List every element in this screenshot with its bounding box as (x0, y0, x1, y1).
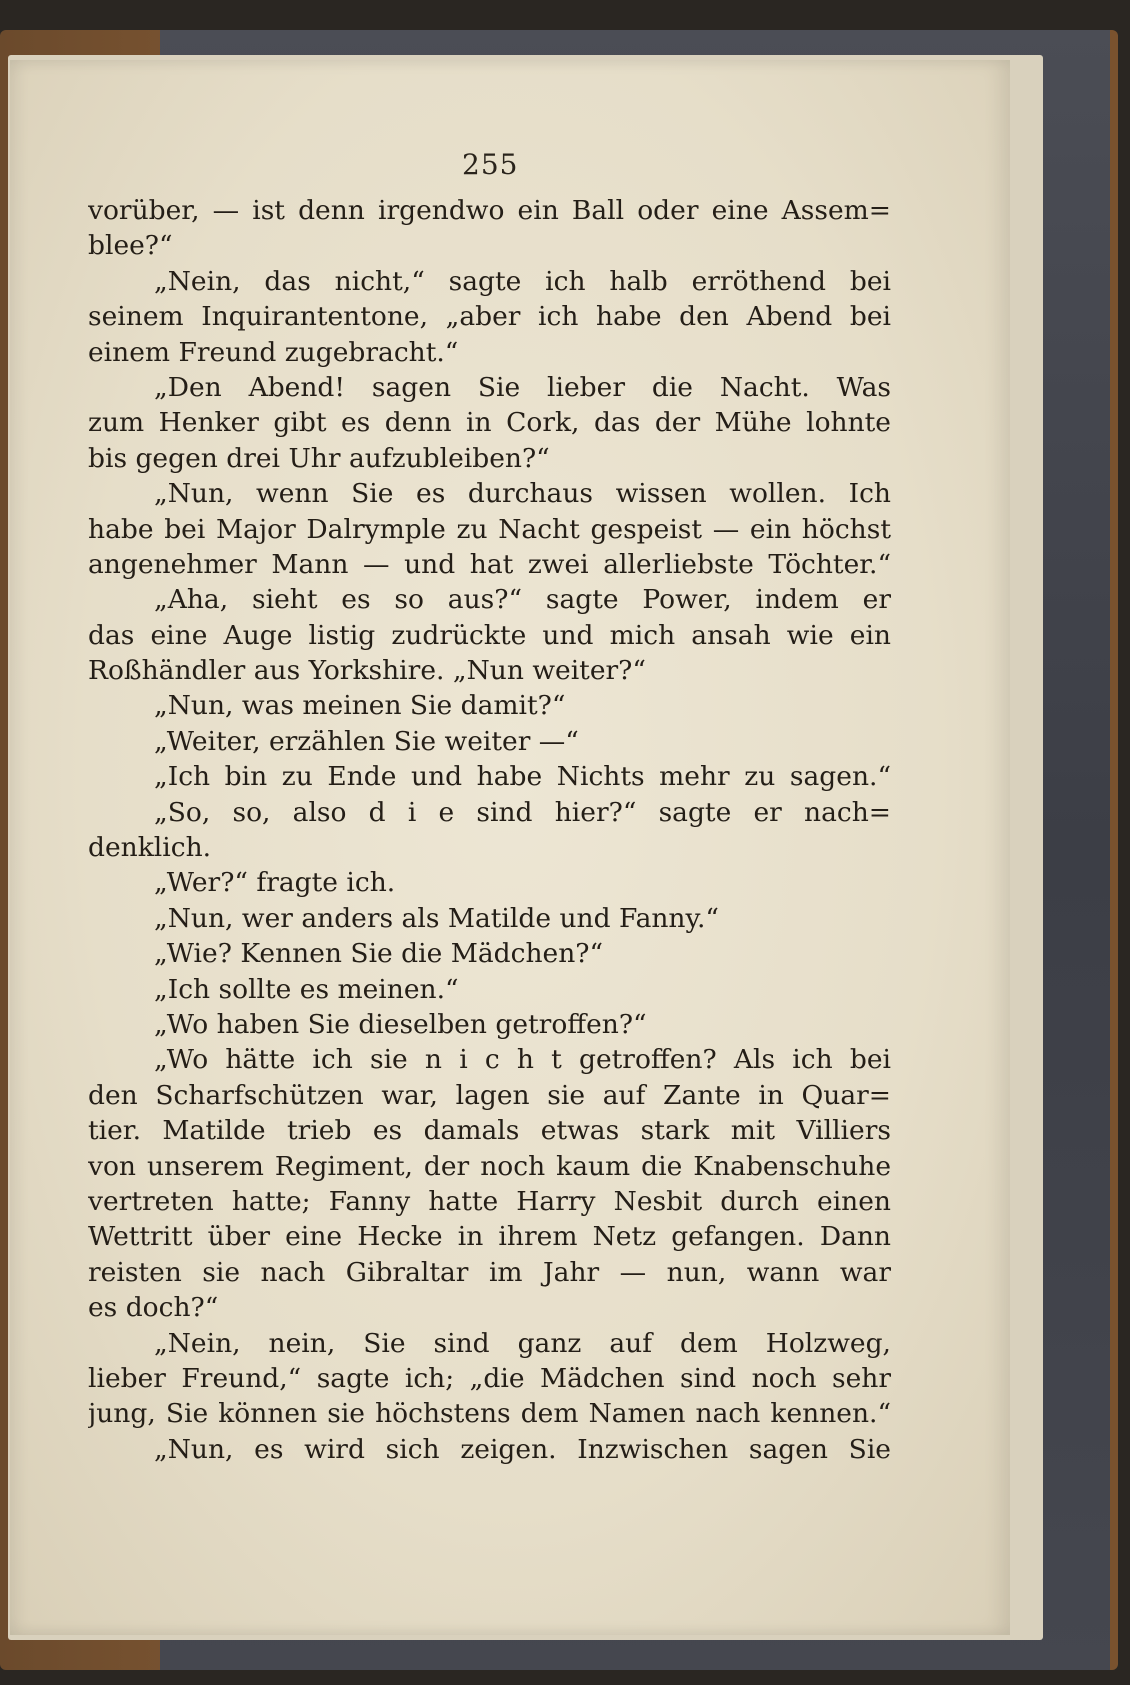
text-line: es doch?“ (88, 1292, 219, 1324)
text-line: „Weiter, erzählen Sie weiter —“ (154, 725, 579, 757)
text-line: seinem Inquirantentone, „aber ich habe den Abend bei (88, 301, 891, 333)
text-line: „Nun, was meinen Sie damit?“ (154, 690, 566, 722)
text-line: „Ich bin zu Ende und habe Nichts mehr zu sagen.“ (154, 761, 891, 793)
text-line: das eine Auge listig zudrückte und mich ansah wie ein (88, 619, 891, 651)
page-number: 255 (462, 148, 519, 181)
text-line: „Wie? Kennen Sie die Mädchen?“ (154, 938, 604, 970)
text-line: lieber Freund,“ sagte ich; „die Mädchen sind noch sehr (88, 1362, 891, 1394)
text-line: tier. Matilde trieb es damals etwas stark mit Villiers (88, 1115, 891, 1147)
text-line: habe bei Major Dalrymple zu Nacht gespeist — ein höchst (88, 513, 891, 545)
text-line: „Ich sollte es meinen.“ (154, 973, 459, 1005)
text-line: denklich. (88, 832, 212, 864)
text-line: reisten sie nach Gibraltar im Jahr — nun, wann war (88, 1256, 891, 1288)
text-line: „Wer?“ fragte ich. (154, 867, 396, 899)
text-line: „Nein, nein, Sie sind ganz auf dem Holzweg, (154, 1327, 891, 1359)
text-line: „Nun, wer anders als Matilde und Fanny.“ (154, 902, 719, 934)
text-line: „So, so, also d i e sind hier?“ sagte er nach= (154, 796, 891, 828)
text-line: blee?“ (88, 230, 173, 262)
text-line: „Nun, wenn Sie es durchaus wissen wollen. Ich (154, 478, 891, 510)
text-line: Roßhändler aus Yorkshire. „Nun weiter?“ (88, 655, 646, 687)
text-line: zum Henker gibt es denn in Cork, das der Mühe lohnte (88, 407, 891, 439)
text-line: einem Freund zugebracht.“ (88, 336, 459, 368)
text-line: „Aha, sieht es so aus?“ sagte Power, indem er (154, 584, 891, 616)
text-line: „Wo hätte ich sie n i c h t getroffen? Als ich bei (154, 1044, 891, 1076)
text-line: vorüber, — ist denn irgendwo ein Ball oder eine Assem= (88, 195, 891, 226)
text-line: „Wo haben Sie dieselben getroffen?“ (154, 1008, 647, 1040)
text-line: von unserem Regiment, der noch kaum die Knabenschuhe (88, 1150, 891, 1182)
text-line: jung, Sie können sie höchstens dem Namen nach kennen.“ (88, 1398, 891, 1430)
text-line: den Scharfschützen war, lagen sie auf Zante in Quar= (88, 1079, 891, 1111)
text-line: Wettritt über eine Hecke in ihrem Netz gefangen. Dann (88, 1221, 891, 1253)
text-line: „Nein, das nicht,“ sagte ich halb erröthend bei (154, 265, 891, 297)
text-line: „Nun, es wird sich zeigen. Inzwischen sagen Sie (154, 1433, 891, 1465)
page-text (88, 193, 891, 1467)
text-line: „Den Abend! sagen Sie lieber die Nacht. Was (154, 371, 891, 403)
text-line: bis gegen drei Uhr aufzubleiben?“ (88, 442, 550, 474)
text-line: vertreten hatte; Fanny hatte Harry Nesbit durch einen (88, 1185, 891, 1217)
text-line: angenehmer Mann — und hat zwei allerliebste Töchter.“ (88, 548, 891, 580)
